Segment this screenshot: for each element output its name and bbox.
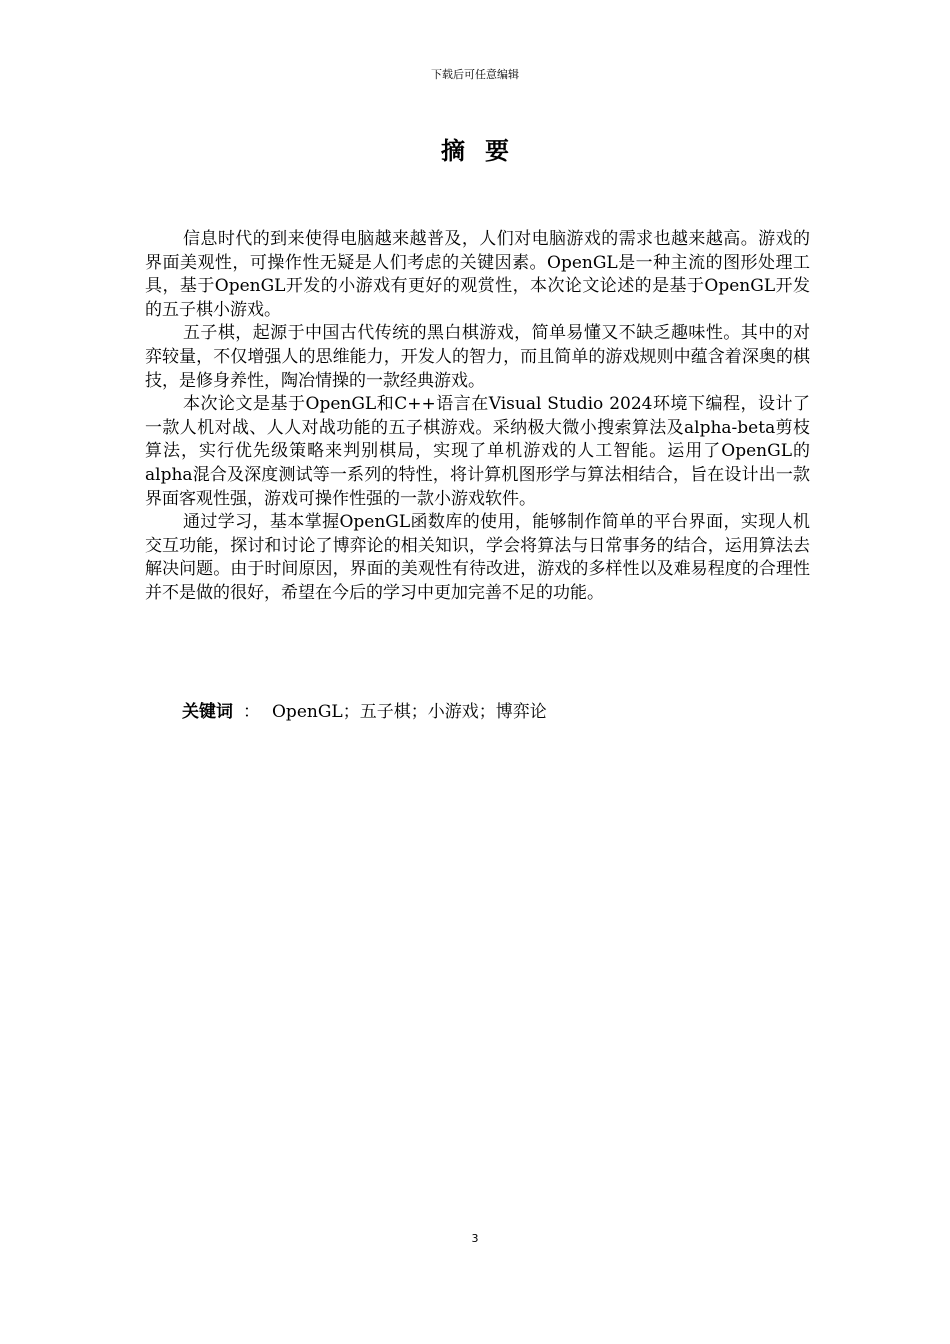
- keywords-line: [182, 700, 547, 724]
- keywords-text: OpenGL；五子棋；小游戏；博弈论: [272, 702, 547, 722]
- abstract-paragraph-4: 通过学习，基本掌握OpenGL函数库的使用，能够制作简单的平台界面，实现人机交互功能，探讨和讨论了博弈论的相关知识，学会将算法与日常事务的结合，运用算法去解决问题。由于时间原因，界面的美观性有待改进，游戏的多样性以及难易程度的合理性并不是做的很好，希望在今后的学习中更加完善不足的功能。: [145, 512, 810, 603]
- page-number: 3: [471, 1232, 479, 1245]
- page-title: 摘要: [441, 137, 529, 165]
- keywords-label: 关键词: [182, 702, 233, 722]
- header-note: 下载后可任意编辑: [431, 68, 519, 81]
- abstract-body: [145, 228, 810, 606]
- abstract-paragraph-3: 本次论文是基于OpenGL和C++语言在Visual Studio 2024环境下编程，设计了一款人机对战、人人对战功能的五子棋游戏。采纳极大微小搜索算法及alpha-beta剪枝算法，实行优先级策略来判别棋局，实现了单机游戏的人工智能。运用了OpenGL的alpha混合及深度测试等一系列的特性，将计算机图形学与算法相结合，旨在设计出一款界面客观性强，游戏可操作性强的一款小游戏软件。: [145, 394, 810, 509]
- abstract-paragraph-2: 五子棋，起源于中国古代传统的黑白棋游戏，简单易懂又不缺乏趣味性。其中的对弈较量，不仅增强人的思维能力，开发人的智力，而且简单的游戏规则中蕴含着深奥的棋技，是修身养性，陶冶情操的一款经典游戏。: [145, 323, 810, 391]
- abstract-paragraph-1: 信息时代的到来使得电脑越来越普及，人们对电脑游戏的需求也越来越高。游戏的界面美观性，可操作性无疑是人们考虑的关键因素。OpenGL是一种主流的图形处理工具，基于OpenGL开发的小游戏有更好的观赏性，本次论文论述的是基于OpenGL开发的五子棋小游戏。: [145, 229, 810, 320]
- keywords-separator: ：: [243, 702, 260, 722]
